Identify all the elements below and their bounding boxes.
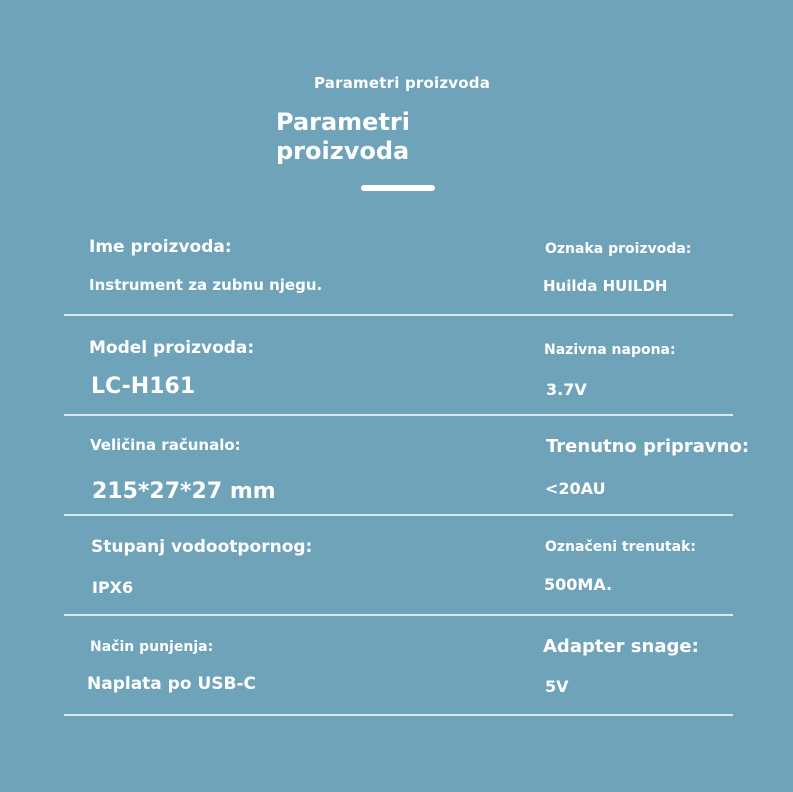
row-divider bbox=[64, 614, 733, 616]
spec-value-model: LC-H161 bbox=[91, 374, 196, 399]
row-divider bbox=[64, 514, 733, 516]
spec-label-brand: Oznaka proizvoda: bbox=[545, 241, 692, 257]
spec-value-charging: Naplata po USB-C bbox=[87, 674, 256, 694]
row-divider bbox=[64, 314, 733, 316]
spec-value-power-adapter: 5V bbox=[545, 677, 569, 696]
spec-value-rated-voltage: 3.7V bbox=[546, 380, 587, 399]
spec-label-waterproof: Stupanj vodootpornog: bbox=[91, 537, 313, 557]
spec-label-model: Model proizvoda: bbox=[89, 338, 255, 358]
spec-value-product-name: Instrument za zubnu njegu. bbox=[89, 276, 323, 294]
page-title: Parametri proizvoda bbox=[276, 108, 410, 165]
spec-value-brand: Huilda HUILDH bbox=[543, 277, 668, 295]
spec-label-rated-voltage: Nazivna napona: bbox=[544, 342, 676, 358]
subtitle: Parametri proizvoda bbox=[314, 74, 491, 92]
spec-label-size: Veličina računalo: bbox=[90, 436, 241, 454]
spec-value-waterproof: IPX6 bbox=[92, 578, 134, 597]
spec-value-rated-current: 500MA. bbox=[544, 575, 613, 594]
spec-label-power-adapter: Adapter snage: bbox=[543, 636, 699, 657]
spec-label-standby-current: Trenutno pripravno: bbox=[546, 436, 750, 457]
title-underline bbox=[361, 185, 435, 191]
spec-label-product-name: Ime proizvoda: bbox=[89, 237, 232, 257]
row-divider bbox=[64, 414, 733, 416]
spec-label-rated-current: Označeni trenutak: bbox=[545, 539, 696, 555]
spec-value-standby-current: <20AU bbox=[545, 479, 606, 498]
spec-label-charging: Način punjenja: bbox=[90, 639, 214, 655]
spec-value-size: 215*27*27 mm bbox=[92, 479, 276, 504]
row-divider bbox=[64, 714, 733, 716]
